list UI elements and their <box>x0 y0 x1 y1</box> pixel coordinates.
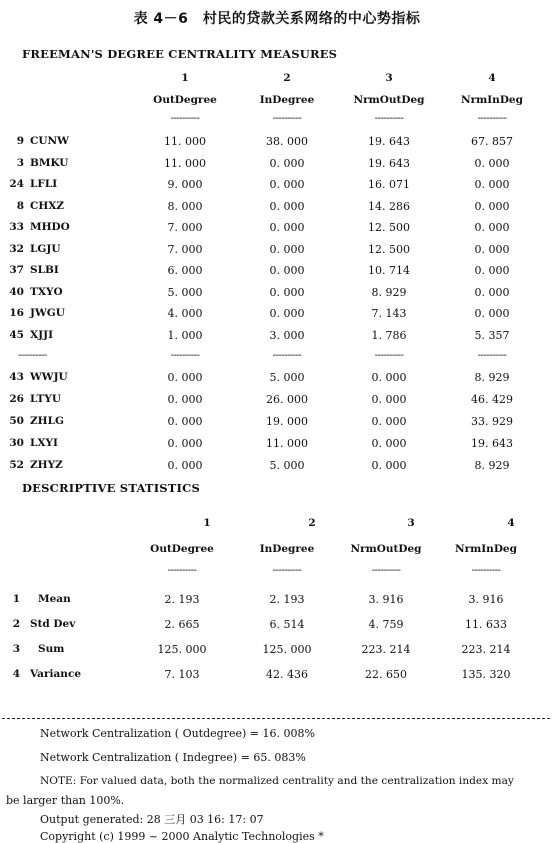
header-underline: ---------- <box>272 113 302 124</box>
group-separator: ---------- <box>272 350 302 361</box>
table-cell: 3. 000 <box>269 328 305 342</box>
table-cell: 8. 929 <box>474 459 510 472</box>
column-header: NrmOutDeg <box>353 94 425 106</box>
table-cell: 14. 286 <box>368 199 410 213</box>
centralization-outdegree: Network Centralization ( Outdegree) = 16. 008% <box>40 727 315 740</box>
stat-cell: 11. 633 <box>465 618 507 631</box>
centralization-indegree: Network Centralization ( Indegree) = 65. 083% <box>40 751 306 764</box>
row-name: LTYU <box>30 393 61 405</box>
row-name: CUNW <box>30 135 69 147</box>
table-cell: 0. 000 <box>269 307 305 320</box>
table-cell: 16. 071 <box>368 178 410 191</box>
column-header: NrmOutDeg <box>350 543 422 555</box>
row-name: MHDO <box>30 221 70 233</box>
note-line-1: NOTE: For valued data, both the normalized centrality and the centralization index may <box>40 775 514 787</box>
table-cell: 0. 000 <box>269 264 305 277</box>
header-underline: ---------- <box>167 565 197 576</box>
table-cell: 0. 000 <box>269 221 305 234</box>
row-id: 9 <box>16 135 24 147</box>
header-underline: ---------- <box>170 113 200 124</box>
table-cell: 5. 357 <box>474 328 510 342</box>
stat-cell: 2. 665 <box>164 618 200 631</box>
dashed-divider <box>2 718 550 719</box>
note-line-2: be larger than 100%. <box>6 794 125 807</box>
row-id: 45 <box>9 328 24 341</box>
column-header: NrmInDeg <box>461 94 523 106</box>
stat-cell: 4. 759 <box>368 618 404 631</box>
stat-name: Std Dev <box>30 618 76 630</box>
table-title: 表 4－6 村民的贷款关系网络的中心势指标 <box>133 11 421 27</box>
table-cell: 7. 000 <box>167 242 203 256</box>
table-cell: 5. 000 <box>167 285 203 299</box>
copyright: Copyright (c) 1999 ~ 2000 Analytic Technologies * <box>40 830 324 843</box>
column-number: 2 <box>283 72 291 84</box>
table-cell: 9. 000 <box>167 178 203 191</box>
table-cell: 19. 000 <box>266 415 308 428</box>
group-separator: ---------- <box>374 350 404 361</box>
row-name: LFLI <box>30 178 58 190</box>
table-cell: 33. 929 <box>471 415 513 428</box>
table-cell: 26. 000 <box>266 393 308 406</box>
row-name: LXYI <box>30 437 58 449</box>
table-cell: 0. 000 <box>474 156 510 170</box>
stat-cell: 223. 214 <box>361 643 411 656</box>
table-cell: 0. 000 <box>371 437 407 450</box>
column-header: InDegree <box>259 94 315 106</box>
row-name: JWGU <box>30 307 65 319</box>
column-number: 1 <box>203 517 211 529</box>
table-cell: 0. 000 <box>167 393 203 406</box>
table-cell: 5. 000 <box>269 459 305 472</box>
row-name: ZHLG <box>30 415 64 427</box>
column-header: InDegree <box>259 543 315 555</box>
table-cell: 7. 000 <box>167 221 203 234</box>
row-id: 26 <box>9 393 24 405</box>
table-cell: 11. 000 <box>164 135 206 148</box>
table-cell: 0. 000 <box>371 371 407 384</box>
table-cell: 12. 500 <box>368 221 410 234</box>
row-id: 52 <box>9 459 24 471</box>
row-name: BMKU <box>30 156 69 169</box>
header-underline: ---------- <box>272 565 302 576</box>
row-id: 16 <box>9 307 24 319</box>
stat-id: 2 <box>12 618 20 630</box>
stat-cell: 7. 103 <box>164 668 200 681</box>
table-cell: 0. 000 <box>269 178 305 191</box>
table-cell: 8. 929 <box>371 285 407 299</box>
table-cell: 0. 000 <box>269 242 305 256</box>
stat-cell: 42. 436 <box>266 668 308 681</box>
row-id: 30 <box>9 437 24 449</box>
table-cell: 11. 000 <box>266 437 308 450</box>
stat-cell: 3. 916 <box>368 593 404 606</box>
row-id: 24 <box>9 178 24 190</box>
table-cell: 0. 000 <box>474 307 510 320</box>
header-underline: ---------- <box>477 113 507 124</box>
column-number: 3 <box>407 517 415 529</box>
column-number: 1 <box>181 72 189 84</box>
output-generated: Output generated: 28 三月 03 16: 17: 07 <box>40 813 264 826</box>
row-name: TXYO <box>30 285 63 298</box>
table-cell: 8. 929 <box>474 371 510 384</box>
row-name: CHXZ <box>30 199 65 212</box>
table-cell: 46. 429 <box>471 393 513 406</box>
table-cell: 19. 643 <box>471 437 513 450</box>
table-cell: 1. 000 <box>167 328 203 342</box>
row-name: SLBI <box>30 264 59 276</box>
table-cell: 0. 000 <box>474 221 510 234</box>
row-id: 43 <box>9 371 24 383</box>
table-cell: 0. 000 <box>371 459 407 472</box>
table-cell: 8. 000 <box>167 199 203 213</box>
table-cell: 11. 000 <box>164 156 206 170</box>
table-cell: 0. 000 <box>474 178 510 191</box>
header-underline: ---------- <box>471 565 501 576</box>
row-name: LGJU <box>30 242 61 255</box>
header-underline: ---------- <box>374 113 404 124</box>
row-name: XJJI <box>30 328 53 341</box>
row-id: 33 <box>9 221 24 233</box>
stat-id: 4 <box>12 668 20 680</box>
row-id: 3 <box>16 156 24 169</box>
row-id: 40 <box>9 285 24 298</box>
stat-cell: 135. 320 <box>461 668 511 681</box>
table-cell: 0. 000 <box>474 242 510 256</box>
table-cell: 10. 714 <box>368 264 410 277</box>
stat-name: Sum <box>38 643 65 655</box>
table-cell: 19. 643 <box>368 156 410 170</box>
row-name: ZHYZ <box>30 459 63 471</box>
stat-name: Mean <box>38 593 71 605</box>
group-separator: ---------- <box>170 350 200 361</box>
stat-cell: 22. 650 <box>365 668 407 681</box>
stat-cell: 223. 214 <box>461 643 511 656</box>
table-cell: 0. 000 <box>371 393 407 406</box>
row-id: 50 <box>9 415 24 427</box>
stat-cell: 3. 916 <box>468 593 504 606</box>
table-cell: 0. 000 <box>167 459 203 472</box>
table-cell: 5. 000 <box>269 371 305 384</box>
table-cell: 0. 000 <box>269 285 305 299</box>
row-id: 32 <box>9 242 24 255</box>
table-cell: 6. 000 <box>167 264 203 277</box>
column-header: OutDegree <box>153 94 217 106</box>
column-header: OutDegree <box>150 543 214 555</box>
stat-id: 3 <box>12 643 20 655</box>
column-number: 2 <box>308 517 316 529</box>
table-cell: 7. 143 <box>371 307 407 320</box>
column-number: 4 <box>488 72 496 84</box>
table-cell: 0. 000 <box>474 199 510 213</box>
stat-name: Variance <box>30 668 82 680</box>
row-name: WWJU <box>30 371 68 383</box>
table-cell: 0. 000 <box>474 285 510 299</box>
table-cell: 1. 786 <box>371 328 407 342</box>
row-id: 8 <box>16 199 24 212</box>
table-cell: 0. 000 <box>269 199 305 213</box>
table-cell: 0. 000 <box>371 415 407 428</box>
section-heading-descriptive: DESCRIPTIVE STATISTICS <box>22 481 200 495</box>
table-cell: 0. 000 <box>269 156 305 170</box>
column-header: NrmInDeg <box>455 543 517 555</box>
table-cell: 12. 500 <box>368 242 410 256</box>
group-separator: ---------- <box>18 350 47 361</box>
stat-id: 1 <box>12 593 20 605</box>
stat-cell: 125. 000 <box>157 643 207 656</box>
row-id: 37 <box>9 264 24 276</box>
stat-cell: 2. 193 <box>269 593 305 606</box>
table-cell: 38. 000 <box>266 135 308 148</box>
stat-cell: 125. 000 <box>262 643 312 656</box>
section-heading-freeman: FREEMAN'S DEGREE CENTRALITY MEASURES <box>22 47 338 61</box>
table-cell: 0. 000 <box>167 437 203 450</box>
stat-cell: 2. 193 <box>164 593 200 606</box>
stat-cell: 6. 514 <box>269 618 305 631</box>
table-cell: 4. 000 <box>167 307 203 320</box>
table-cell: 19. 643 <box>368 135 410 148</box>
column-number: 3 <box>385 72 393 84</box>
table-cell: 0. 000 <box>167 415 203 428</box>
header-underline: ---------- <box>371 565 401 576</box>
column-number: 4 <box>507 517 515 529</box>
group-separator: ---------- <box>477 350 507 361</box>
table-cell: 0. 000 <box>474 264 510 277</box>
table-cell: 67. 857 <box>471 135 513 148</box>
table-cell: 0. 000 <box>167 371 203 384</box>
